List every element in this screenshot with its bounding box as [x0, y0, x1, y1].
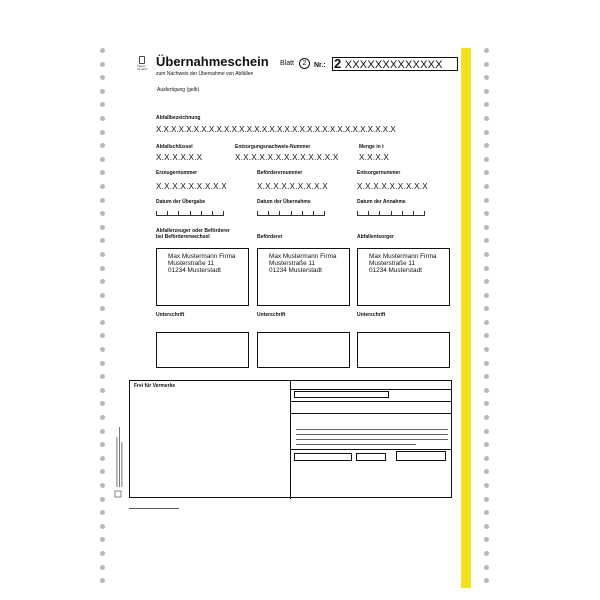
perforation-hole: [484, 48, 489, 53]
perforation-hole: [100, 211, 105, 216]
rule: [290, 401, 452, 402]
perforation-hole: [484, 333, 489, 338]
perforation-hole: [100, 198, 105, 203]
vg-box[interactable]: [396, 451, 446, 461]
perforation-hole: [100, 388, 105, 393]
erzeugernummer-field[interactable]: X.X.X.X.X.X.X.X.X: [156, 182, 227, 191]
perforation-hole: [484, 361, 489, 366]
perforation-hole: [484, 184, 489, 189]
entsorgungsnachweis-field[interactable]: X.X.X.X.X.X.X.X.X.X.X.X.X: [235, 153, 339, 162]
unterschrift-erzeuger-box[interactable]: [156, 332, 249, 368]
perforation-hole: [100, 401, 105, 406]
perforation-hole: [484, 401, 489, 406]
blatt-label: Blatt: [280, 60, 295, 67]
unterschrift-befoerderer-box[interactable]: [257, 332, 350, 368]
yellow-copy-strip: [461, 48, 471, 588]
abfallerzeuger-label-line2: bei Befördererwechsel: [156, 234, 210, 240]
befoerderernummer-label: Beförderernummer: [257, 170, 303, 176]
perforation-hole: [100, 551, 105, 556]
perforation-hole: [484, 225, 489, 230]
form-title: Übernahmeschein: [156, 54, 269, 69]
erzeugernummer-label: Erzeugernummer: [156, 170, 198, 176]
perforation-hole: [100, 510, 105, 515]
perforation-hole: [100, 306, 105, 311]
perforation-hole: [484, 497, 489, 502]
address-block: Max Mustermann Firma Musterstraße 11 01234 Musterstadt: [168, 253, 236, 275]
perforation-hole: [484, 89, 489, 94]
perforation-hole: [100, 252, 105, 257]
perforation-hole: [100, 497, 105, 502]
perforation-hole: [100, 293, 105, 298]
perforation-hole: [484, 75, 489, 80]
perforation-hole: [484, 347, 489, 352]
perforation-hole: [100, 469, 105, 474]
datum-uebernahme-label: Datum der Übernahme: [257, 199, 311, 205]
perforation-hole: [484, 456, 489, 461]
perforation-hole: [484, 415, 489, 420]
paper-label: Papier für EDV: [137, 64, 148, 72]
paper-icon: [139, 56, 145, 64]
document-number-field[interactable]: [332, 57, 458, 71]
perforation-hole: [484, 483, 489, 488]
datum-uebergabe-label: Datum der Übergabe: [156, 199, 206, 205]
address-block: Max Mustermann Firma Musterstraße 11 01234 Musterstadt: [369, 253, 437, 275]
perforation-hole: [484, 565, 489, 570]
abfallentsorger-label: Abfallentsorger: [357, 234, 394, 240]
abfallerzeuger-label-line1: Abfallerzeuger oder Beförderer: [156, 228, 230, 234]
rule: [290, 413, 452, 414]
perforation-hole: [484, 524, 489, 529]
unterschrift-befoerderer-label: Unterschrift: [257, 312, 286, 318]
perforation-hole: [100, 429, 105, 434]
menge-label: Menge in t: [359, 144, 384, 150]
entsorgernummer-label: Entsorgernummer: [357, 170, 401, 176]
perforation-hole: [100, 184, 105, 189]
perforation-hole: [484, 266, 489, 271]
perforation-hole: [100, 225, 105, 230]
perforation-hole: [100, 130, 105, 135]
perforation-hole: [484, 62, 489, 67]
perforation-hole: [484, 578, 489, 583]
perforation-hole: [484, 198, 489, 203]
frei-fuer-vermerke-label: Frei für Vermerke: [134, 383, 176, 389]
perforation-hole: [100, 565, 105, 570]
abfall-un-box[interactable]: [294, 391, 389, 398]
datum-uebernahme-field[interactable]: [257, 210, 325, 216]
perforation-hole: [100, 62, 105, 67]
unterschrift-erzeuger-label: Unterschrift: [156, 312, 185, 318]
abfallerzeuger-address-box[interactable]: [156, 248, 249, 306]
rule: [290, 389, 452, 390]
perforation-hole: [484, 238, 489, 243]
perforation-hole: [100, 333, 105, 338]
perforation-hole: [484, 388, 489, 393]
perforation-hole: [484, 102, 489, 107]
befoerderer-label: Beförderer: [257, 234, 283, 240]
form-sheet: [126, 50, 459, 580]
perforation-hole: [100, 442, 105, 447]
perforation-hole: [484, 130, 489, 135]
rule: [290, 449, 452, 450]
entsorgungsnachweis-label: Entsorgungsnachweis-Nummer: [235, 144, 311, 150]
nr-value: XXXXXXXXXXXXX: [344, 59, 443, 71]
perforation-hole: [484, 306, 489, 311]
abfallschluessel-label: Abfallschlüssel: [156, 144, 193, 150]
nr-prefix: 2: [334, 56, 342, 71]
weitere-gefahren-box[interactable]: [356, 453, 386, 461]
perforation-hole: [484, 320, 489, 325]
perforation-hole: [484, 116, 489, 121]
abfallentsorger-address-box[interactable]: [357, 248, 450, 306]
perforation-hole: [484, 551, 489, 556]
befoerderer-address-box[interactable]: [257, 248, 350, 306]
perforation-hole: [484, 374, 489, 379]
perforation-hole: [484, 170, 489, 175]
unterschrift-entsorger-label: Unterschrift: [357, 312, 386, 318]
publisher-imprint: [112, 392, 124, 502]
abfallschluessel-field[interactable]: X.X.X.X.X.X: [156, 153, 203, 162]
vertical-notice: [126, 218, 140, 348]
perforation-hole: [484, 293, 489, 298]
perforation-hole: [100, 238, 105, 243]
perforation-hole: [100, 361, 105, 366]
section-divider: [290, 381, 291, 499]
perforation-hole: [100, 456, 105, 461]
right-perforation: [484, 48, 490, 588]
perforation-hole: [484, 429, 489, 434]
blatt-number: 2: [299, 58, 310, 69]
perforation-hole: [100, 75, 105, 80]
perforation-hole: [100, 374, 105, 379]
perforation-hole: [484, 143, 489, 148]
perforation-hole: [100, 266, 105, 271]
unterschrift-entsorger-box[interactable]: [357, 332, 450, 368]
datum-annahme-field[interactable]: [357, 210, 425, 216]
left-perforation: [100, 48, 106, 588]
datum-uebergabe-field[interactable]: [156, 210, 224, 216]
perforation-hole: [484, 469, 489, 474]
gefahrzettel-box[interactable]: [294, 453, 352, 461]
perforation-hole: [100, 537, 105, 542]
perforation-hole: [100, 89, 105, 94]
publisher-logo: [112, 392, 124, 502]
vermerke-section: [129, 380, 452, 498]
perforation-hole: [484, 279, 489, 284]
menge-field[interactable]: X.X.X.X: [359, 153, 390, 162]
perforation-hole: [100, 170, 105, 175]
perforation-hole: [100, 116, 105, 121]
perforation-hole: [100, 524, 105, 529]
perforation-hole: [100, 143, 105, 148]
nr-label: Nr.:: [314, 62, 326, 69]
perforation-hole: [484, 442, 489, 447]
perforation-hole: [100, 320, 105, 325]
perforation-hole: [100, 48, 105, 53]
perforation-hole: [100, 483, 105, 488]
perforation-hole: [484, 537, 489, 542]
entsorgernummer-field[interactable]: X.X.X.X.X.X.X.X.X: [357, 182, 428, 191]
perforation-hole: [100, 157, 105, 162]
form-subtitle: zum Nachweis der Übernahme von Abfällen: [156, 71, 254, 77]
perforation-hole: [484, 510, 489, 515]
perforation-hole: [484, 157, 489, 162]
befoerderernummer-field[interactable]: X.X.X.X.X.X.X.X.X: [257, 182, 328, 191]
perforation-hole: [100, 347, 105, 352]
abfallbezeichnung-field[interactable]: X.X.X.X.X.X.X.X.X.X.X.X.X.X.X.X.X.X.X.X.X.X.X.X.X.X.X.X.X.X.X.X: [156, 125, 396, 134]
datum-annahme-label: Datum der Annahme: [357, 199, 406, 205]
footnote-rule: [129, 508, 179, 509]
perforation-hole: [100, 102, 105, 107]
address-block: Max Mustermann Firma Musterstraße 11 01234 Musterstadt: [269, 253, 337, 275]
abfallbezeichnung-label: Abfallbezeichnung: [156, 115, 201, 121]
ausfertigung-label: Ausfertigung (gelb): [157, 87, 200, 93]
perforation-hole: [484, 211, 489, 216]
perforation-hole: [100, 415, 105, 420]
perforation-hole: [484, 252, 489, 257]
perforation-hole: [100, 578, 105, 583]
perforation-hole: [100, 279, 105, 284]
